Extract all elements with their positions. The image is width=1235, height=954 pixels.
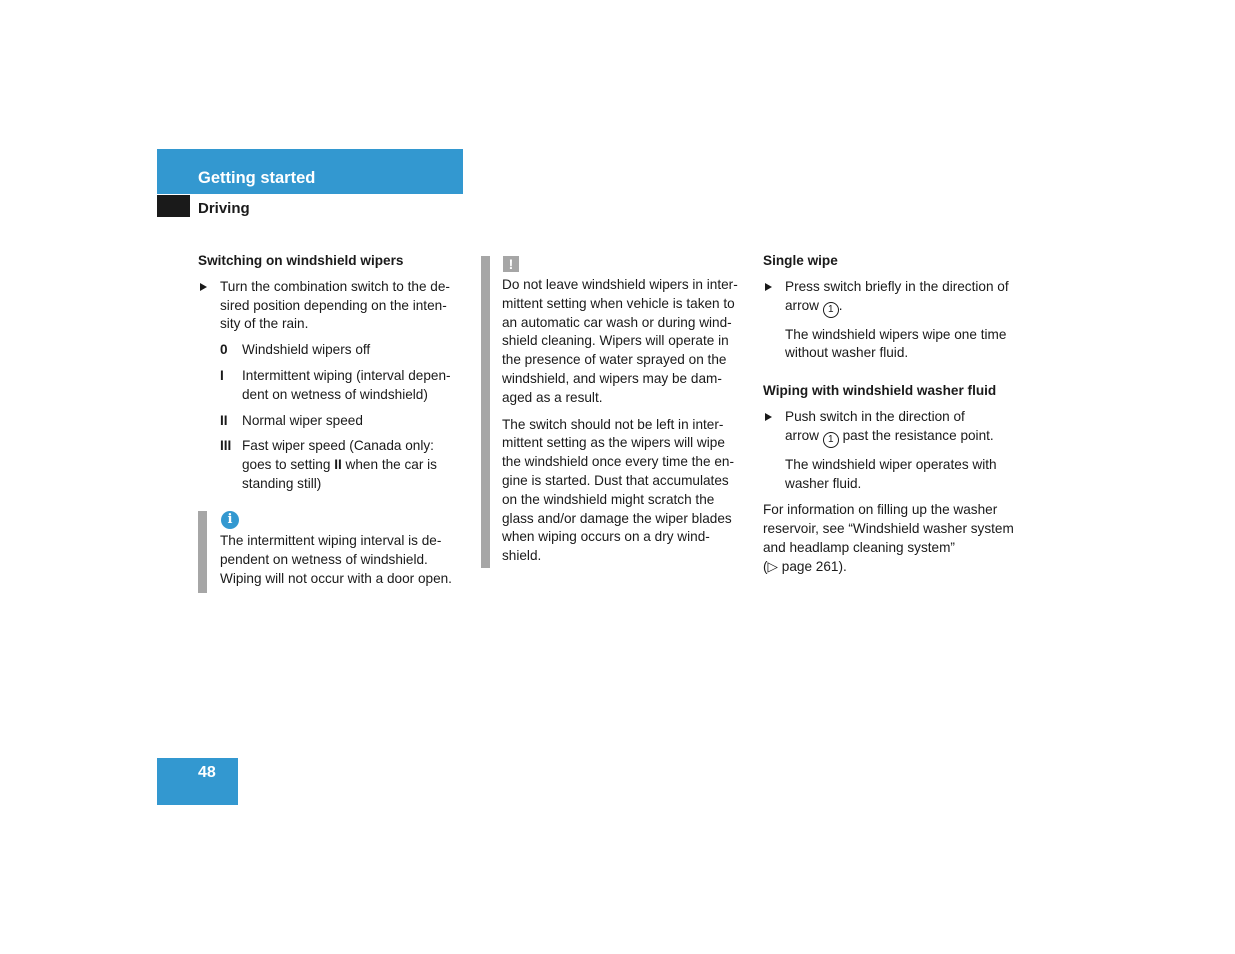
heading-switching-wipers: Switching on windshield wipers — [198, 253, 404, 268]
callout-1-icon: 1 — [823, 302, 839, 318]
info-note: The intermittent wiping interval is de- pendent on wetness of windshield. Wiping will not occur with a door open. — [220, 533, 452, 586]
section-title: Getting started — [198, 169, 316, 187]
bullet-arrow-icon — [765, 283, 772, 291]
step-result: The windshield wiper operates with washer fluid. — [785, 456, 997, 491]
bullet-arrow-icon — [765, 413, 772, 421]
step-text: Turn the combination switch to the de- sired position depending on the inten- sity of the rain. — [220, 278, 450, 332]
section-marker — [157, 195, 190, 217]
instruction-step — [198, 278, 468, 334]
callout-1-icon: 1 — [823, 432, 839, 448]
warning-note — [502, 276, 752, 566]
note-bar — [198, 511, 207, 593]
warning-para-1: Do not leave windshield wipers in inter- mittent setting when vehicle is taken to an automatic car wash or during wind- shield cleaning. Wipers will operate in the presence of water sprayed on the windshield, and wipers may be dam- aged as a result. — [502, 277, 738, 405]
page-number: 48 — [198, 764, 216, 781]
column-1 — [198, 252, 468, 494]
reference-paragraph: For information on filling up the washer reservoir, see “Windshield washer system and headlamp cleaning system” (▷ page 261). — [763, 501, 1033, 576]
option-item: I Intermittent wiping (interval depen- dent on wetness of windshield) — [220, 367, 451, 402]
step-result: The windshield wipers wipe one time without washer fluid. — [785, 326, 1007, 361]
heading-washer-fluid: Wiping with windshield washer fluid — [763, 383, 997, 399]
option-item: 0 Windshield wipers off — [220, 342, 371, 358]
bullet-arrow-icon — [200, 283, 207, 291]
page-reference-link[interactable]: (▷ page 261). — [763, 558, 847, 574]
instruction-step: Push switch in the direction of arrow 1 past the resistance point. — [763, 408, 1033, 448]
option-item: II Normal wiper speed — [220, 412, 363, 428]
heading-single-wipe: Single wipe — [763, 253, 838, 268]
subsection-title: Driving — [198, 200, 250, 217]
warning-para-2: The switch should not be left in inter- mittent setting as the wipers will wipe the windshield once every time the en- gine is started. Dust that accumulates on the windshield might scratch the glass and/or damage the wiper blades when wiping occurs on a dry wind- shield. — [502, 416, 734, 564]
warning-bar — [481, 256, 490, 568]
instruction-step: Press switch briefly in the direction of arrow 1 . — [763, 278, 1033, 318]
column-3 — [763, 252, 1033, 577]
warning-icon: ! — [503, 256, 519, 272]
info-icon: i — [221, 511, 239, 529]
option-item: III Fast wiper speed (Canada only: goes to setting II when the car is standing still) — [220, 438, 437, 491]
